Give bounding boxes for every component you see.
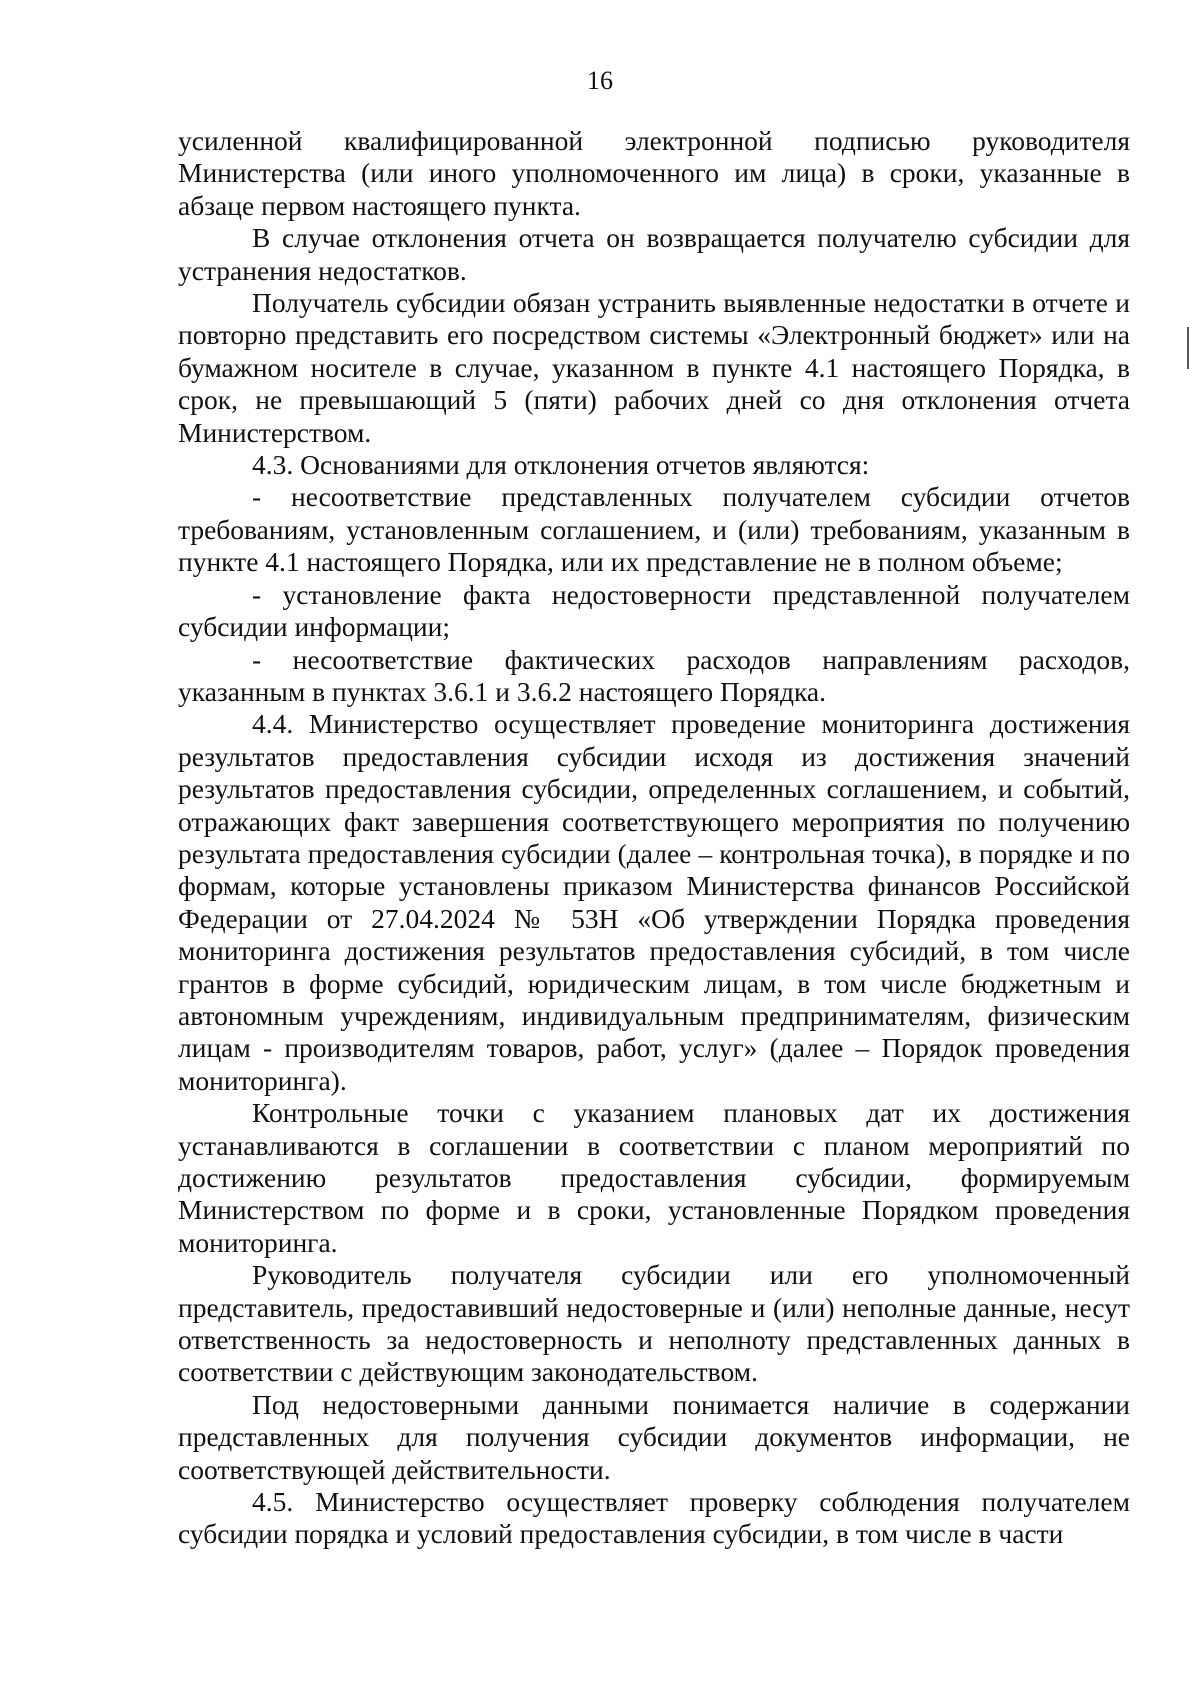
paragraph-report-rejection: В случае отклонения отчета он возвращается получателю субсидии для устранения недостатков. — [178, 222, 1130, 286]
paragraph-resubmission: Получатель субсидии обязан устранить выявленные недостатки в отчете и повторно представить его посредством системы «Электронный бюджет» или на бумажном носителе в случае, указанном в пункте 4.1 настоящего Порядка, в срок, не превышающий 5 (пяти) рабочих дней со дня отклонения отчета Министерством. — [178, 287, 1130, 448]
paragraph-false-data-definition: Под недостоверными данными понимается наличие в содержании представленных для получения субсидии документов информации, не соответствующей действительности. — [178, 1388, 1130, 1485]
paragraph-control-points: Контрольные точки с указанием плановых дат их достижения устанавливаются в соглашении в соответствии с планом мероприятий по достижению результатов предоставления субсидии, формируемым Министерством по форме и в сроки, установленные Порядком проведения мониторинга. — [178, 1097, 1130, 1258]
paragraph-4-5-verification: 4.5. Министерство осуществляет проверку соблюдения получателем субсидии порядка и условий предоставления субсидии, в том числе в части — [178, 1486, 1130, 1550]
paragraph-continuation: усиленной квалифицированной электронной подписью руководителя Министерства (или иного уполномоченного им лица) в сроки, указанные в абзаце первом настоящего пункта. — [178, 125, 1130, 221]
list-item-requirements-mismatch: - несоответствие представленных получателем субсидии отчетов требованиям, установленным соглашением, и (или) требованиям, указанным в пункте 4.1 настоящего Порядка, или их представление не в полном объеме; — [178, 481, 1130, 578]
paragraph-4-3-heading: 4.3. Основаниями для отклонения отчетов являются: — [252, 449, 870, 481]
scan-margin-mark — [1187, 327, 1189, 369]
page-number: 16 — [587, 66, 613, 95]
paragraph-responsibility: Руководитель получателя субсидии или его уполномоченный представитель, предоставивший недостоверные и (или) неполные данные, несут ответственность за недостоверность и неполноту представленных данных в соответствии с действующим законодательством. — [178, 1259, 1130, 1388]
document-body — [178, 125, 1130, 1551]
list-item-expenses-mismatch: - несоответствие фактических расходов направлениям расходов, указанным в пунктах 3.6.1 и 3.6.2 настоящего Порядка. — [178, 643, 1130, 707]
paragraph-4-4-monitoring: 4.4. Министерство осуществляет проведение мониторинга достижения результатов предоставления субсидии исходя из достижения значений результатов предоставления субсидии, определенных соглашением, и событий, отражающих факт завершения соответствующего мероприятия по получению результата предоставления субсидии (далее – контрольная точка), в порядке и по формам, которые установлены приказом Министерства финансов Российской Федерации от 27.04.2024 № 53Н «Об утверждении Порядка проведения мониторинга достижения результатов предоставления субсидий, в том числе грантов в форме субсидий, юридическим лицам, в том числе бюджетным и автономным учреждениям, индивидуальным предпринимателям, физическим лицам - производителям товаров, работ, услуг» (далее – Порядок проведения мониторинга). — [178, 708, 1130, 1096]
list-item-false-information: - установление факта недостоверности представленной получателем субсидии информации; — [178, 578, 1130, 643]
